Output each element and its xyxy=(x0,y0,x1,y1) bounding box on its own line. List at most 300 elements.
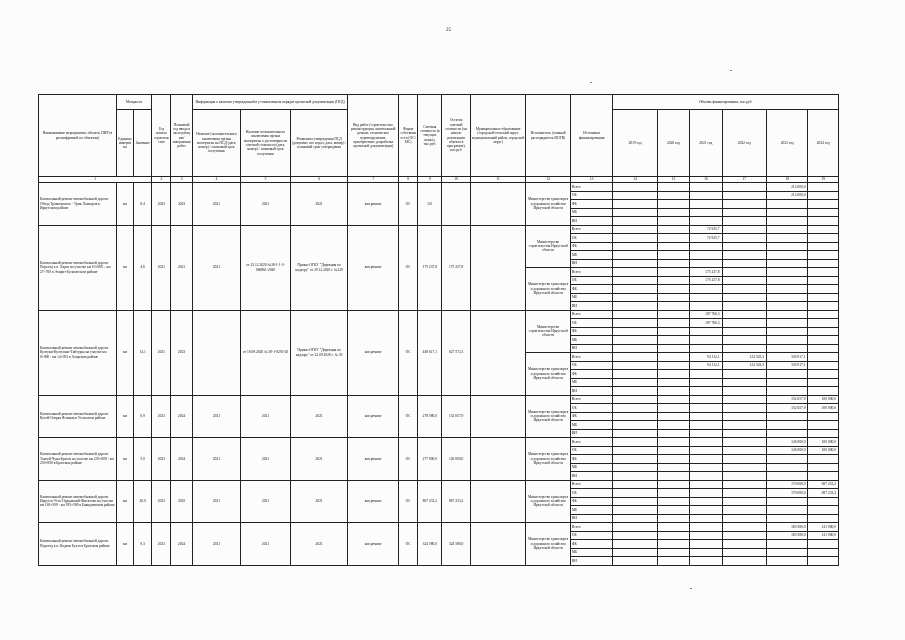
ownership-cell: ОС xyxy=(399,480,418,523)
funding-cell xyxy=(722,302,766,311)
column-index: 14 xyxy=(613,177,657,183)
funding-cell xyxy=(808,276,839,285)
funding-cell: 214 000,0 xyxy=(767,183,808,192)
source-cell: МБ xyxy=(570,336,612,345)
source-cell: ОБ xyxy=(570,276,612,285)
unit-cell: км xyxy=(116,523,133,566)
year-header: 2021 год xyxy=(690,110,722,177)
expertise-cell: 2021 xyxy=(241,395,291,438)
funding-cell xyxy=(808,344,839,353)
psd-cell: 2021 xyxy=(192,438,241,481)
funding-cell xyxy=(767,251,808,260)
approval-cell: Приказ ОГКУ "Дирекция по надзору" от 22.09.2020 г. № 30 xyxy=(290,310,348,395)
source-cell: ОБ xyxy=(570,191,612,200)
funding-cell xyxy=(613,285,657,294)
remaining-cost-cell: 175 237,8 xyxy=(442,225,470,310)
source-cell: ФБ xyxy=(570,455,612,464)
expertise-cell: 2021 xyxy=(241,480,291,523)
header-cell: Значение xyxy=(134,110,152,177)
end-year-cell: 2024 xyxy=(171,395,192,438)
ownership-cell: ОС xyxy=(399,225,418,310)
header-cell: Вид работ (строительство, реконструкция, капитальный ремонт, техническое перевооружение, приобретение, разработка проектной документации) xyxy=(348,95,399,177)
year-header: 2024 год xyxy=(808,110,839,177)
funding-cell xyxy=(722,225,766,234)
object-name-cell: Капитальный ремонт автомобильной дороги Култукм-Култушно-Тайтурка на участке км 0+000 - км 14+053 в Аларском районе xyxy=(39,310,117,395)
funding-cell: 187 766,3 xyxy=(690,319,722,328)
table-row xyxy=(39,438,839,447)
funding-cell xyxy=(690,242,722,251)
funding-cell xyxy=(767,455,808,464)
funding-cell xyxy=(613,455,657,464)
funding-cell xyxy=(808,548,839,557)
source-cell: ВИ xyxy=(570,344,612,353)
funding-cell xyxy=(613,370,657,379)
work-type-cell: кап.ремонт xyxy=(348,225,399,310)
funding-cell xyxy=(690,412,722,421)
funding-cell xyxy=(722,319,766,328)
header-cell: Форма собственности (ОС/МС) xyxy=(399,95,418,177)
funding-cell xyxy=(808,429,839,438)
funding-cell xyxy=(613,336,657,345)
unit-cell: км xyxy=(116,183,133,226)
funding-cell xyxy=(613,327,657,336)
table-row xyxy=(39,225,839,234)
funding-cell xyxy=(808,208,839,217)
funding-cell xyxy=(657,285,689,294)
table-row xyxy=(39,480,839,489)
unit-cell: км xyxy=(116,395,133,438)
start-year-cell: 2023 xyxy=(152,523,171,566)
funding-cell xyxy=(657,319,689,328)
funding-cell xyxy=(613,446,657,455)
funding-cell xyxy=(613,548,657,557)
expertise-cell: 2021 xyxy=(241,438,291,481)
funding-cell xyxy=(808,353,839,362)
ownership-cell: ОС xyxy=(399,395,418,438)
source-cell: ВИ xyxy=(570,429,612,438)
funding-cell xyxy=(690,293,722,302)
funding-cell xyxy=(690,514,722,523)
capacity-value-cell: 4,6 xyxy=(134,225,152,310)
estimated-cost-cell: 0,0 xyxy=(418,183,442,226)
executor-cell: Министерство транспорта и дорожного хозяйства Иркутской области xyxy=(526,523,570,566)
funding-cell xyxy=(722,378,766,387)
funding-cell xyxy=(767,506,808,515)
funding-cell: 697 233,2 xyxy=(808,489,839,498)
column-index: 4 xyxy=(192,177,241,183)
source-cell: Всего xyxy=(570,310,612,319)
end-year-cell: 2023 xyxy=(171,183,192,226)
header-cell: Объемы финансирования, тыс.руб. xyxy=(613,95,839,110)
funding-cell xyxy=(690,548,722,557)
funding-cell xyxy=(722,472,766,481)
year-header: 2020 год xyxy=(657,110,689,177)
end-year-cell: 2025 xyxy=(171,480,192,523)
source-cell: ВИ xyxy=(570,259,612,268)
funding-cell xyxy=(657,327,689,336)
funding-cell xyxy=(808,251,839,260)
funding-cell xyxy=(690,506,722,515)
header-cell: Наличие (положительного заключения органа экспертизы на ПСД (дата, номер) / плановый срок получения xyxy=(192,110,241,177)
funding-cell xyxy=(767,225,808,234)
remaining-cost-cell: 324 580,0 xyxy=(442,523,470,566)
capacity-value-cell: 9,3 xyxy=(134,523,152,566)
capacity-value-cell: 8,4 xyxy=(134,183,152,226)
funding-cell xyxy=(722,489,766,498)
object-name-cell: Капитальный ремонт автомобильной дороги Обход Травоенского - Урик Ханхаров в Иркутском районе xyxy=(39,183,117,226)
funding-cell xyxy=(613,353,657,362)
funding-cell xyxy=(657,480,689,489)
funding-cell xyxy=(767,208,808,217)
table-row xyxy=(39,310,839,319)
funding-cell xyxy=(722,336,766,345)
funding-cell xyxy=(690,472,722,481)
funding-cell xyxy=(690,489,722,498)
start-year-cell: 2021 xyxy=(152,225,171,310)
funding-cell: 214 000,0 xyxy=(767,191,808,200)
funding-cell xyxy=(657,387,689,396)
funding-cell xyxy=(613,463,657,472)
source-cell: МБ xyxy=(570,293,612,302)
column-index: 17 xyxy=(722,177,766,183)
funding-cell xyxy=(808,285,839,294)
funding-cell xyxy=(657,472,689,481)
municipality-cell xyxy=(470,225,526,310)
funding-cell xyxy=(722,531,766,540)
funding-cell xyxy=(722,259,766,268)
work-type-cell: кап.ремонт xyxy=(348,310,399,395)
unit-cell: км xyxy=(116,310,133,395)
start-year-cell: 2021 xyxy=(152,310,171,395)
executor-cell: Министерство транспорта и дорожного хозяйства Иркутской области xyxy=(526,353,570,396)
funding-cell xyxy=(722,523,766,532)
funding-cell xyxy=(613,387,657,396)
source-cell: ВИ xyxy=(570,514,612,523)
executor-cell: Министерство транспорта и дорожного хозяйства Иркутской области xyxy=(526,395,570,438)
funding-cell xyxy=(657,489,689,498)
funding-cell xyxy=(722,557,766,566)
funding-cell xyxy=(613,429,657,438)
funding-cell xyxy=(657,370,689,379)
funding-cell xyxy=(613,489,657,498)
funding-cell xyxy=(613,191,657,200)
funding-cell: 175 237,8 xyxy=(690,268,722,277)
work-type-cell: кап.ремонт xyxy=(348,183,399,226)
psd-cell: 2021 xyxy=(192,523,241,566)
table-row xyxy=(39,183,839,192)
work-type-cell: кап.ремонт xyxy=(348,523,399,566)
start-year-cell: 2023 xyxy=(152,395,171,438)
funding-cell: 100 000,0 xyxy=(808,404,839,413)
funding-cell xyxy=(690,208,722,217)
header-cell: Информация о наличии утвержденной в установленном порядке проектной документации (ПСД) xyxy=(192,95,348,110)
source-cell: Всего xyxy=(570,353,612,362)
funding-cell xyxy=(767,463,808,472)
object-name-cell: Капитальный ремонт автомобильной дороги Кутой-Озерка Ясачная в Усольском районе xyxy=(39,395,117,438)
remaining-cost-cell: 627 572,3 xyxy=(442,310,470,395)
header-cell: Исполнитель (главный распорядитель ИОГВ) xyxy=(526,95,570,177)
funding-cell xyxy=(767,319,808,328)
executor-cell: Министерство строительства Иркутской области xyxy=(526,310,570,353)
funding-cell xyxy=(613,251,657,260)
source-cell: ФБ xyxy=(570,370,612,379)
funding-cell xyxy=(808,497,839,506)
source-cell: МБ xyxy=(570,506,612,515)
funding-cell xyxy=(808,506,839,515)
funding-cell xyxy=(657,242,689,251)
source-cell: ВИ xyxy=(570,387,612,396)
funding-cell xyxy=(657,540,689,549)
header-cell: Сметная стоимость (в текущих ценах), тыс.руб. xyxy=(418,95,442,177)
funding-cell xyxy=(690,336,722,345)
funding-cell xyxy=(613,200,657,209)
funding-cell xyxy=(690,557,722,566)
funding-cell xyxy=(722,293,766,302)
municipality-cell xyxy=(470,395,526,438)
funding-cell xyxy=(657,557,689,566)
funding-cell xyxy=(690,531,722,540)
funding-cell xyxy=(808,336,839,345)
funding-cell xyxy=(690,497,722,506)
funding-cell xyxy=(613,438,657,447)
year-header: 2022 год xyxy=(722,110,766,177)
psd-cell: 2021 xyxy=(192,480,241,523)
funding-cell xyxy=(613,234,657,243)
funding-cell xyxy=(613,344,657,353)
funding-cell xyxy=(767,234,808,243)
funding-cell: 330 917,1 xyxy=(767,353,808,362)
estimated-cost-cell: 324 580,0 xyxy=(418,523,442,566)
funding-cell: 152 657,9 xyxy=(767,395,808,404)
funding-cell xyxy=(722,446,766,455)
funding-cell xyxy=(613,506,657,515)
object-name-cell: Капитальный ремонт автомобильной дороги Подъезд к п. Харат на участке км 10+000 – км 27+700 в Эхирит-Булагатском районе xyxy=(39,225,117,310)
funding-cell xyxy=(808,455,839,464)
funding-cell xyxy=(690,378,722,387)
funding-cell xyxy=(657,251,689,260)
unit-cell: км xyxy=(116,225,133,310)
funding-cell: 170 000,0 xyxy=(767,489,808,498)
psd-cell: 2021 xyxy=(192,395,241,438)
end-year-cell: 2021 xyxy=(171,225,192,310)
funding-cell xyxy=(657,378,689,387)
funding-cell xyxy=(690,285,722,294)
source-cell: МБ xyxy=(570,378,612,387)
approval-cell: Приказ ОГКУ "Дирекция по надзору" от 29.12.2020 г. №129 xyxy=(290,225,348,310)
funding-cell xyxy=(808,234,839,243)
funding-cell xyxy=(657,344,689,353)
executor-cell: Министерство транспорта и дорожного хозяйства Иркутской области xyxy=(526,183,570,226)
funding-cell xyxy=(613,310,657,319)
column-index: 7 xyxy=(348,177,399,183)
funding-cell xyxy=(808,242,839,251)
funding-cell xyxy=(613,302,657,311)
header-cell: Наличие положительного заключения органа экспертизы о достоверности сметной стоимости (дата, номер) / плановый срок получения xyxy=(241,110,291,177)
funding-cell xyxy=(613,276,657,285)
executor-cell: Министерство транспорта и дорожного хозяйства Иркутской области xyxy=(526,268,570,311)
funding-cell: 141 000,0 xyxy=(808,523,839,532)
funding-cell xyxy=(722,234,766,243)
funding-cell xyxy=(657,259,689,268)
header-cell: Год начала строительства xyxy=(152,95,171,177)
end-year-cell: 2023 xyxy=(171,310,192,395)
start-year-cell: 2023 xyxy=(152,438,171,481)
source-cell: МБ xyxy=(570,463,612,472)
municipality-cell xyxy=(470,310,526,395)
funding-cell xyxy=(657,310,689,319)
funding-cell xyxy=(767,200,808,209)
funding-cell xyxy=(613,259,657,268)
funding-cell xyxy=(808,387,839,396)
funding-cell xyxy=(767,514,808,523)
estimated-cost-cell: 278 580,0 xyxy=(418,395,442,438)
column-index: 13 xyxy=(570,177,612,183)
funding-cell xyxy=(722,285,766,294)
source-cell: ФБ xyxy=(570,327,612,336)
funding-cell xyxy=(722,506,766,515)
scan-speck xyxy=(590,82,592,83)
funding-cell xyxy=(808,319,839,328)
source-cell: Всего xyxy=(570,480,612,489)
funding-cell xyxy=(722,387,766,396)
funding-cell xyxy=(722,200,766,209)
source-cell: ФБ xyxy=(570,200,612,209)
funding-cell xyxy=(808,217,839,226)
funding-cell xyxy=(722,540,766,549)
funding-cell xyxy=(657,293,689,302)
funding-cell xyxy=(690,404,722,413)
municipality-cell xyxy=(470,183,526,226)
funding-cell xyxy=(767,370,808,379)
source-cell: ВИ xyxy=(570,302,612,311)
table-row xyxy=(39,395,839,404)
funding-cell: 100 000,0 xyxy=(808,438,839,447)
funding-cell xyxy=(613,378,657,387)
column-index: 10 xyxy=(442,177,470,183)
funding-cell xyxy=(767,344,808,353)
funding-cell xyxy=(722,438,766,447)
funding-cell: 330 917,1 xyxy=(767,361,808,370)
funding-cell xyxy=(808,200,839,209)
funding-cell xyxy=(808,514,839,523)
funding-cell xyxy=(767,259,808,268)
source-cell: Всего xyxy=(570,225,612,234)
funding-cell xyxy=(657,208,689,217)
funding-cell xyxy=(767,336,808,345)
funding-cell: 100 000,0 xyxy=(808,446,839,455)
funding-cell xyxy=(657,183,689,192)
funding-cell xyxy=(767,242,808,251)
funding-cell xyxy=(690,480,722,489)
funding-cell xyxy=(722,370,766,379)
estimated-cost-cell: 175 237,8 xyxy=(418,225,442,310)
unit-cell: км xyxy=(116,438,133,481)
ownership-cell: ОС xyxy=(399,438,418,481)
year-header: 2019 год xyxy=(613,110,657,177)
funding-cell xyxy=(657,234,689,243)
funding-cell xyxy=(767,378,808,387)
funding-cell xyxy=(808,378,839,387)
funding-cell xyxy=(657,302,689,311)
psd-cell: 2021 xyxy=(192,225,241,310)
municipality-cell xyxy=(470,480,526,523)
funding-cell: 94 112,1 xyxy=(690,353,722,362)
year-header: 2023 год xyxy=(767,110,808,177)
funding-cell xyxy=(722,429,766,438)
column-index: 1 xyxy=(39,177,152,183)
funding-cell xyxy=(722,344,766,353)
expertise-cell: 2021 xyxy=(241,523,291,566)
funding-cell: 212 543,3 xyxy=(722,353,766,362)
psd-cell xyxy=(192,310,241,395)
funding-cell xyxy=(690,387,722,396)
funding-cell xyxy=(613,395,657,404)
funding-cell xyxy=(808,225,839,234)
funding-cell xyxy=(657,336,689,345)
funding-cell xyxy=(690,446,722,455)
expertise-cell: 2021 xyxy=(241,183,291,226)
funding-cell xyxy=(767,421,808,430)
funding-cell xyxy=(657,191,689,200)
funding-cell xyxy=(722,251,766,260)
start-year-cell: 2023 xyxy=(152,480,171,523)
funding-cell xyxy=(690,191,722,200)
column-index: 19 xyxy=(808,177,839,183)
remaining-cost-cell: 867 233,2 xyxy=(442,480,470,523)
funding-cell xyxy=(767,497,808,506)
funding-cell xyxy=(808,183,839,192)
funding-cell xyxy=(613,523,657,532)
executor-cell: Министерство строительства Иркутской области xyxy=(526,225,570,268)
source-cell: Всего xyxy=(570,395,612,404)
header-cell: Плановый год ввода в эксплуатацию/ завершения работ xyxy=(171,95,192,177)
funding-cell: 72 925,7 xyxy=(690,234,722,243)
funding-cell: 183 580,0 xyxy=(767,531,808,540)
estimated-cost-cell: 448 617,1 xyxy=(418,310,442,395)
funding-cell xyxy=(657,276,689,285)
column-index: 18 xyxy=(767,177,808,183)
funding-cell xyxy=(767,387,808,396)
funding-cell: 72 925,7 xyxy=(690,225,722,234)
header-cell: Реквизиты утверждения ПСД (документ, кто издал, дата, номер) / плановый срок утверждения xyxy=(290,110,348,177)
funding-cell xyxy=(613,319,657,328)
funding-cell xyxy=(657,361,689,370)
funding-cell xyxy=(690,183,722,192)
funding-cell xyxy=(613,293,657,302)
funding-cell xyxy=(690,455,722,464)
funding-cell xyxy=(767,293,808,302)
column-index: 2 xyxy=(152,177,171,183)
funding-cell: 152 657,9 xyxy=(767,404,808,413)
funding-cell xyxy=(808,557,839,566)
column-index: 11 xyxy=(470,177,526,183)
source-cell: ВИ xyxy=(570,557,612,566)
funding-cell xyxy=(690,217,722,226)
source-cell: Всего xyxy=(570,183,612,192)
funding-cell xyxy=(613,242,657,251)
funding-cell xyxy=(808,472,839,481)
funding-cell: 170 000,0 xyxy=(767,480,808,489)
approval-cell: 2021 xyxy=(290,438,348,481)
funding-cell xyxy=(613,361,657,370)
source-cell: ОБ xyxy=(570,531,612,540)
capacity-value-cell: 20,0 xyxy=(134,480,152,523)
funding-cell xyxy=(657,429,689,438)
source-cell: ВИ xyxy=(570,472,612,481)
funding-cell xyxy=(690,259,722,268)
funding-cell xyxy=(722,191,766,200)
funding-cell: 126 000,0 xyxy=(767,446,808,455)
